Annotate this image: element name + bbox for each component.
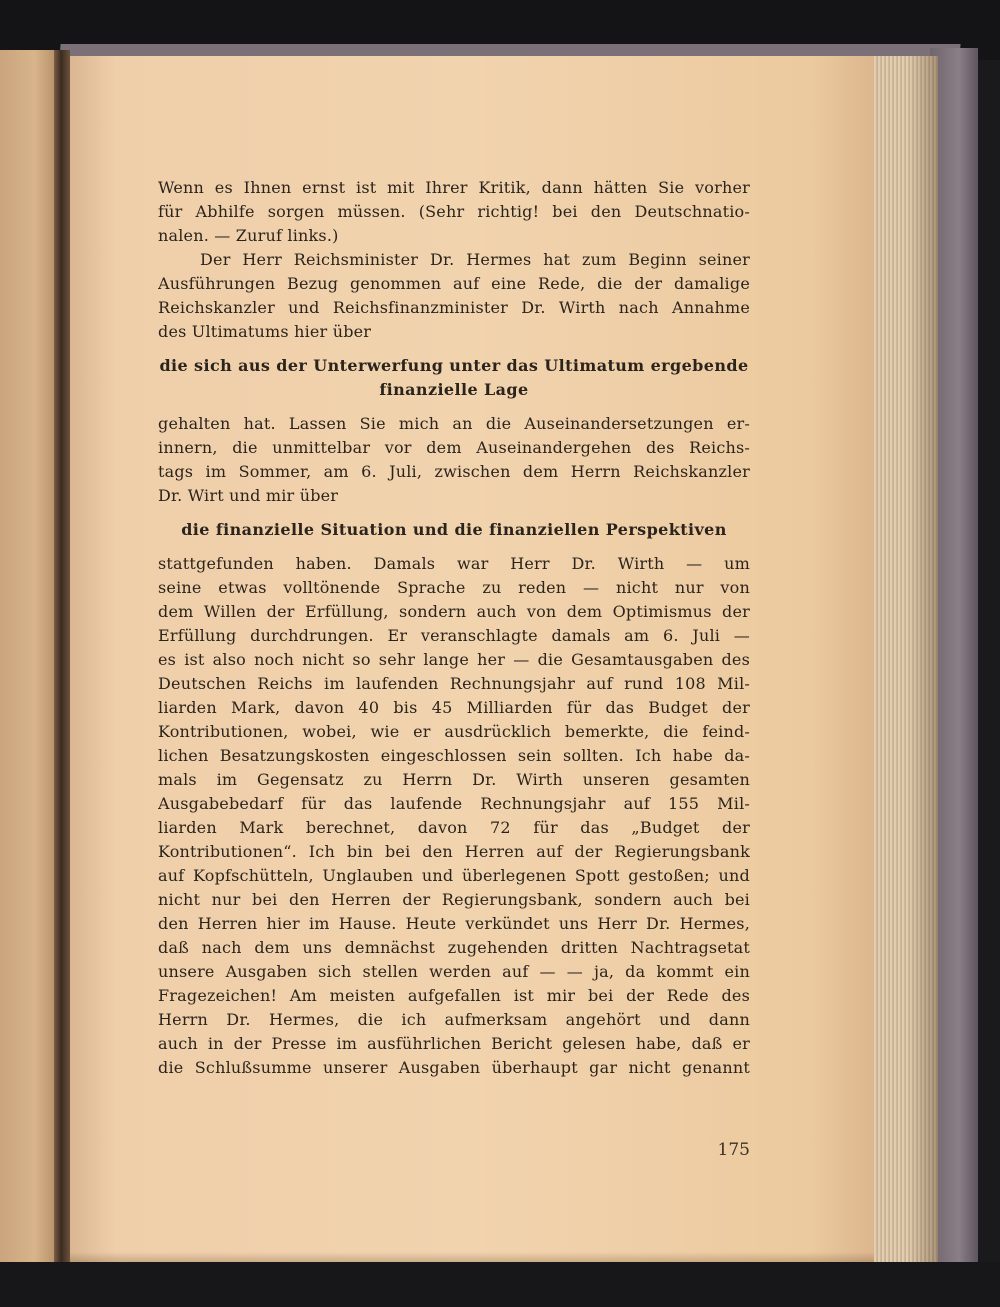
text-line: für Abhilfe sorgen müssen. (Sehr richtig! bei den Deutschnatio-: [158, 202, 750, 221]
text-line: tags im Sommer, am 6. Juli, zwischen dem Herrn Reichskanzler: [158, 462, 750, 481]
text-line: Erfüllung durchdrungen. Er veranschlagte damals am 6. Juli —: [158, 626, 750, 645]
page-number: 175: [717, 1140, 750, 1160]
text-line: Wenn es Ihnen ernst ist mit Ihrer Kritik, dann hätten Sie vorher: [158, 178, 750, 197]
emphasized-heading-line: die finanzielle Situation und die finanziellen Perspektiven: [181, 520, 727, 539]
text-line: Ausgabebedarf für das laufende Rechnungsjahr auf 155 Mil-: [158, 794, 750, 813]
text-line: seine etwas volltönende Sprache zu reden — nicht nur von: [158, 578, 750, 597]
emphasized-heading-line: die sich aus der Unterwerfung unter das Ultimatum ergebende: [159, 356, 749, 375]
text-line: liarden Mark berechnet, davon 72 für das „Budget der: [158, 818, 750, 837]
text-line: stattgefunden haben. Damals war Herr Dr. Wirth — um: [158, 554, 750, 573]
text-line: des Ultimatums hier über: [158, 322, 372, 341]
book-gutter: [54, 50, 70, 1280]
text-line: dem Willen der Erfüllung, sondern auch von dem Optimismus der: [158, 602, 750, 621]
text-line: innern, die unmittelbar vor dem Auseinandergehen des Reichs-: [158, 438, 750, 457]
text-line: daß nach dem uns demnächst zugehenden dritten Nachtragsetat: [158, 938, 750, 957]
text-line: Kontributionen, wobei, wie er ausdrücklich bemerkte, die feind-: [158, 722, 750, 741]
previous-page-edge: [0, 50, 58, 1270]
text-line: die Schlußsumme unserer Ausgaben überhaupt gar nicht genannt: [158, 1058, 750, 1077]
text-line: gehalten hat. Lassen Sie mich an die Auseinandersetzungen er-: [158, 414, 750, 433]
text-line: Reichskanzler und Reichsfinanzminister Dr. Wirth nach Annahme: [158, 298, 750, 317]
text-line: unsere Ausgaben sich stellen werden auf — — ja, da kommt ein: [158, 962, 750, 981]
text-line: Herrn Dr. Hermes, die ich aufmerksam angehört und dann: [158, 1010, 750, 1029]
text-line: Fragezeichen! Am meisten aufgefallen ist mir bei der Rede des: [158, 986, 750, 1005]
background-bottom: [0, 1262, 1000, 1307]
text-line: Kontributionen“. Ich bin bei den Herren auf der Regierungsbank: [158, 842, 750, 861]
page-stack-shadow: [908, 56, 938, 1266]
text-line: Ausführungen Bezug genommen auf eine Rede, die der damalige: [158, 274, 750, 293]
text-line: nicht nur bei den Herren der Regierungsbank, sondern auch bei: [158, 890, 750, 909]
text-line: es ist also noch nicht so sehr lange her — die Gesamtausgaben des: [158, 650, 750, 669]
text-line: Dr. Wirt und mir über: [158, 486, 339, 505]
text-line: Der Herr Reichsminister Dr. Hermes hat zum Beginn seiner: [200, 250, 750, 269]
emphasized-heading-line: finanzielle Lage: [379, 380, 529, 399]
text-line: liarden Mark, davon 40 bis 45 Milliarden für das Budget der: [158, 698, 750, 717]
text-line: Deutschen Reichs im laufenden Rechnungsjahr auf rund 108 Mil-: [158, 674, 750, 693]
text-line: auch in der Presse im ausführlichen Bericht gelesen habe, daß er: [158, 1034, 750, 1053]
text-line: nalen. — Zuruf links.): [158, 226, 339, 245]
text-line: den Herren hier im Hause. Heute verkündet uns Herr Dr. Hermes,: [158, 914, 750, 933]
text-line: lichen Besatzungskosten eingeschlossen sein sollten. Ich habe da-: [158, 746, 750, 765]
page-text-block: [158, 176, 750, 1080]
text-line: mals im Gegensatz zu Herrn Dr. Wirth unseren gesamten: [158, 770, 750, 789]
text-line: auf Kopfschütteln, Unglauben und überlegenen Spott gestoßen; und: [158, 866, 750, 885]
